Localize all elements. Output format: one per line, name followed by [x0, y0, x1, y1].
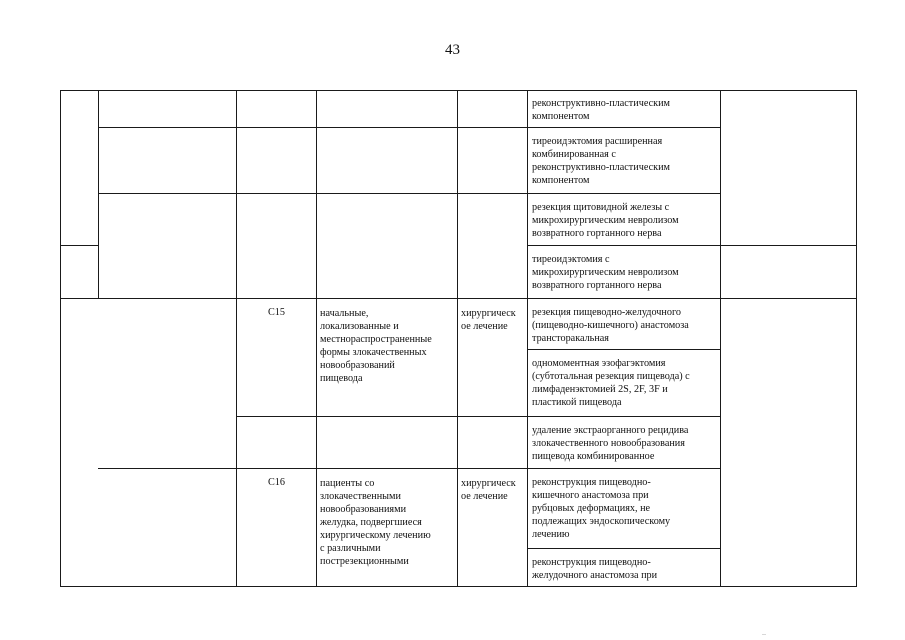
method-cell: резекция щитовидной железы с микрохирургическим невролизом возвратного гортанного нерва — [532, 202, 679, 239]
method-cell: резекция пищеводно-желудочного (пищеводно-кишечного) анастомоза трансторакальная — [532, 307, 689, 344]
method-cell: тиреоидэктомия расширенная комбинированная с реконструктивно-пластическим компонентом — [532, 136, 670, 186]
page-number: 43 — [445, 42, 460, 58]
disease-code-c16: C16 — [268, 477, 285, 488]
row-divider-2 — [98, 193, 721, 194]
row-divider-3a — [60, 245, 99, 246]
treatment-type-c16: хирургическ ое лечение — [461, 478, 516, 502]
method-cell: реконструктивно-пластическим компонентом — [532, 98, 670, 122]
row-divider-4 — [60, 298, 857, 299]
row-divider-7 — [98, 468, 721, 469]
method-cell: удаление экстраорганного рецидива злокачественного новообразования пищевода комбинированное — [532, 425, 689, 462]
treatment-type-c15: хирургическ ое лечение — [461, 308, 516, 332]
col-divider-1 — [98, 90, 99, 298]
row-divider-3b — [527, 245, 857, 246]
disease-code-c15: C15 — [268, 307, 285, 318]
col-divider-6 — [720, 90, 721, 587]
col-divider-4 — [457, 90, 458, 587]
col-divider-2 — [236, 90, 237, 587]
table-border-top — [60, 90, 857, 91]
method-cell: реконструкция пищеводно- желудочного анастомоза при — [532, 557, 658, 581]
method-cell: реконструкция пищеводно- кишечного анастомоза при рубцовых деформациях, не подлежащих эндоскопическому лечению — [532, 477, 671, 540]
row-divider-6 — [236, 416, 721, 417]
row-divider-1 — [98, 127, 721, 128]
row-divider-8 — [527, 548, 721, 549]
table-border-bottom — [60, 586, 857, 587]
method-cell: одномоментная эзофагэктомия (субтотальная резекция пищевода) с лимфаденэктомией 2S, 2F, 3F и пластикой пищевода — [532, 358, 690, 408]
table-border-right — [856, 90, 857, 587]
row-divider-5 — [527, 349, 721, 350]
scan-mark: .. — [762, 628, 766, 637]
diagnosis-c15: начальные, локализованные и местнораспространенные формы злокачественных новообразований пищевода — [320, 308, 432, 384]
table-border-left — [60, 90, 61, 587]
method-cell: тиреоидэктомия с микрохирургическим невролизом возвратного гортанного нерва — [532, 254, 679, 291]
diagnosis-c16: пациенты со злокачественными новообразованиями желудка, подвергшиеся хирургическому лечению с различными пострезекционными — [320, 478, 431, 567]
col-divider-3 — [316, 90, 317, 587]
col-divider-5 — [527, 90, 528, 587]
